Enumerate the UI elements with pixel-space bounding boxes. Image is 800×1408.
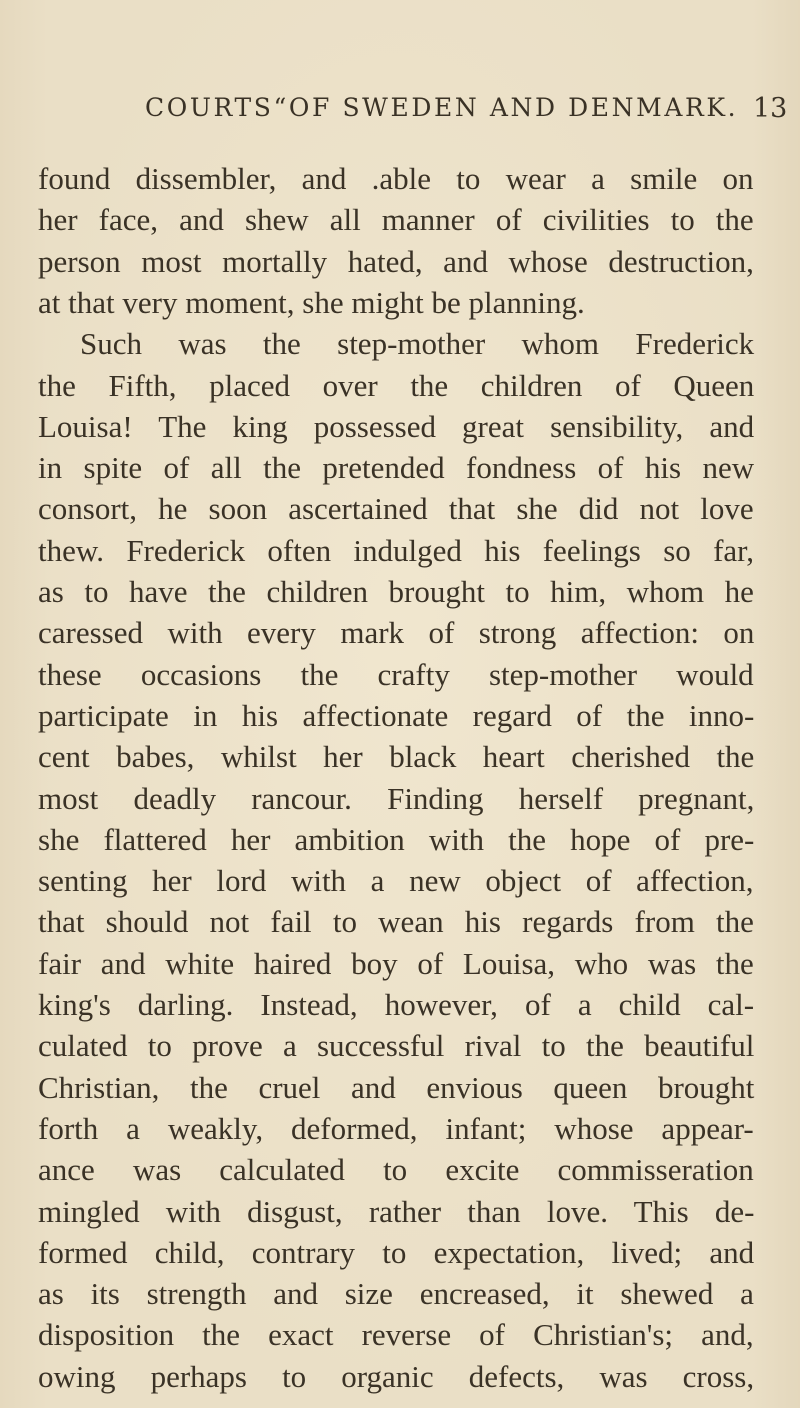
- text-line: owing perhaps to organic defects, was cross,: [38, 1358, 755, 1394]
- text-line: king's darling. Instead, however, of a child cal-: [38, 987, 755, 1022]
- text-line: disposition the exact reverse of Christian's; and,: [38, 1317, 754, 1353]
- running-head: [145, 93, 788, 133]
- text-line: person most mortally hated, and whose destruction,: [38, 243, 754, 279]
- text-line: in spite of all the pretended fondness of his new: [38, 450, 755, 486]
- page-number: 13: [753, 93, 788, 124]
- text-line: she flattered her ambition with the hope of pre-: [38, 821, 755, 857]
- text-line: caressed with every mark of strong affection: on: [38, 615, 755, 651]
- text-line: consort, he soon ascertained that she did not love: [38, 491, 754, 527]
- text-line: her face, and shew all manner of civilities to the: [38, 202, 754, 238]
- text-line: forth a weakly, deformed, infant; whose appear-: [38, 1110, 754, 1146]
- running-title: COURTS“OF SWEDEN AND DENMARK.: [145, 93, 739, 122]
- text-line: culated to prove a successful rival to the beautiful: [38, 1028, 755, 1064]
- text-line: as to have the children brought to him, whom he: [38, 574, 754, 609]
- text-line: mingled with disgust, rather than love. This de-: [38, 1193, 755, 1229]
- text-line: Christian, the cruel and envious queen brought: [38, 1069, 755, 1105]
- text-line: Such was the step-mother whom Frederick: [80, 326, 755, 362]
- text-line: senting her lord with a new object of affection,: [38, 863, 754, 899]
- text-line: the Fifth, placed over the children of Queen: [38, 367, 755, 403]
- text-line: at that very moment, she might be planning.: [38, 284, 585, 320]
- text-line: participate in his affectionate regard of the inno-: [38, 697, 755, 733]
- text-line: that should not fail to wean his regards from the: [38, 904, 754, 940]
- text-line: cent babes, whilst her black heart cherished the: [38, 739, 755, 775]
- text-line: formed child, contrary to expectation, lived; and: [38, 1234, 755, 1270]
- text-line: as its strength and size encreased, it shewed a: [38, 1276, 754, 1312]
- text-line: these occasions the crafty step-mother would: [38, 656, 754, 692]
- text-line: ance was calculated to excite commisseration: [38, 1152, 754, 1188]
- text-line: fair and white haired boy of Louisa, who was the: [38, 945, 754, 981]
- text-line: most deadly rancour. Finding herself pregnant,: [38, 780, 755, 816]
- text-line: thew. Frederick often indulged his feelings so far,: [38, 532, 754, 568]
- text-line: Louisa! The king possessed great sensibility, and: [38, 408, 755, 444]
- body-text: [38, 156, 800, 1394]
- text-line: found dissembler, and .able to wear a smile on: [38, 161, 754, 196]
